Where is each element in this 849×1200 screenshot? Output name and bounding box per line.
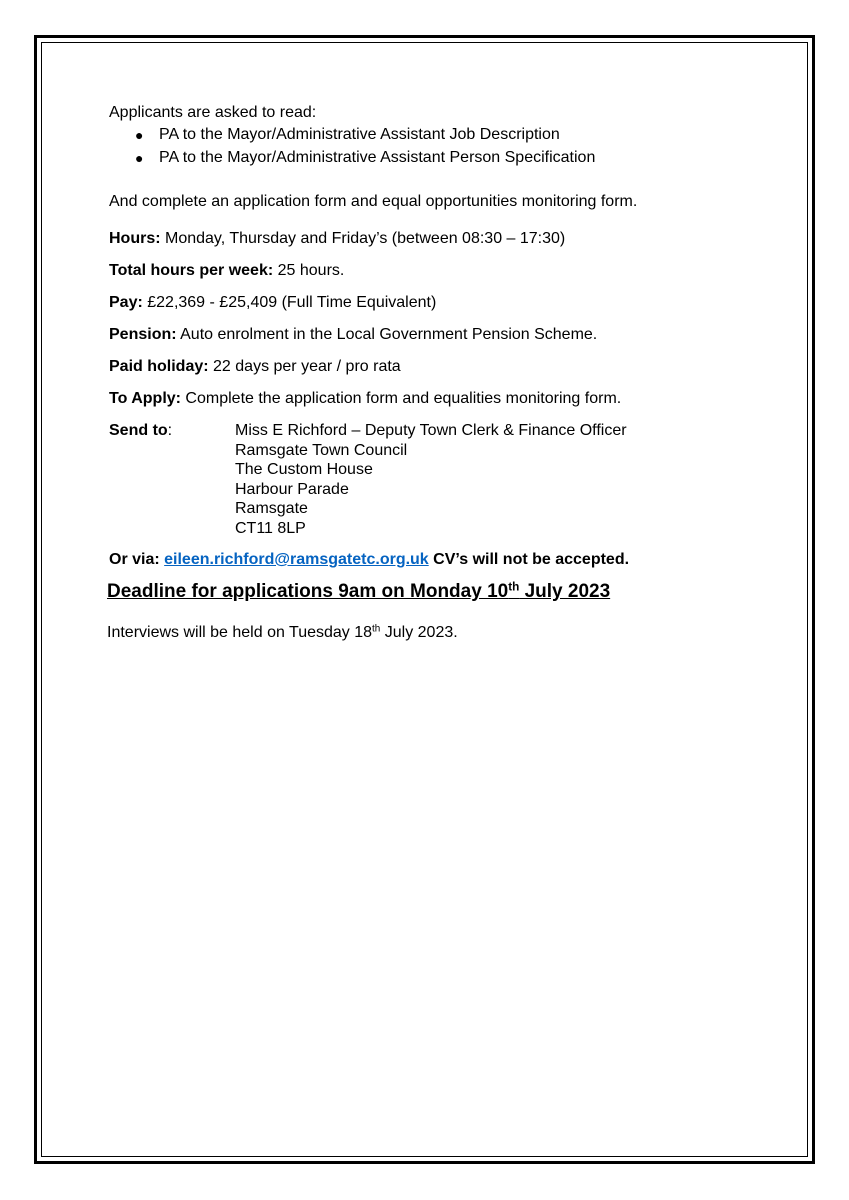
email-link[interactable]: eileen.richford@ramsgatetc.org.uk — [164, 551, 429, 568]
deadline-heading: Deadline for applications 9am on Monday 10th July 2023 — [107, 580, 611, 602]
send-to-label: Send to: — [109, 422, 173, 439]
holiday-value: 22 days per year / pro rata — [208, 358, 401, 375]
address-line: The Custom House — [235, 461, 373, 479]
address-line: Ramsgate — [235, 500, 308, 518]
apply-field — [109, 389, 749, 409]
pension-value: Auto enrolment in the Local Government Pension Scheme. — [176, 326, 598, 343]
postal-address — [235, 421, 627, 539]
address-line: Miss E Richford – Deputy Town Clerk & Finance Officer — [235, 422, 627, 439]
total-hours-value: 25 hours. — [273, 262, 345, 279]
holiday-label: Paid holiday: — [109, 358, 209, 375]
intro-text: Applicants are asked to read: — [109, 104, 317, 121]
required-documents-list — [109, 125, 749, 171]
or-via-line — [109, 550, 749, 570]
or-via-label: Or via: — [109, 551, 165, 568]
cv-note: CV’s will not be accepted. — [428, 551, 630, 568]
total-hours-label: Total hours per week: — [109, 262, 274, 279]
apply-value: Complete the application form and equalities monitoring form. — [180, 390, 622, 407]
document-title: PA to the Mayor/Administrative Assistant Person Specification — [159, 149, 596, 166]
total-hours-field — [109, 261, 749, 281]
bullet-icon: ● — [135, 127, 144, 143]
address-line: Harbour Parade — [235, 480, 349, 498]
list-item — [109, 125, 749, 148]
send-to-block — [109, 421, 749, 541]
hours-field — [109, 229, 749, 249]
list-item — [109, 148, 749, 171]
interviews-text: Interviews will be held on Tuesday 18th July 2023. — [107, 623, 458, 641]
holiday-field — [109, 357, 749, 377]
pension-field — [109, 325, 749, 345]
hours-label: Hours: — [109, 230, 161, 247]
pay-value: £22,369 - £25,409 (Full Time Equivalent) — [142, 294, 437, 311]
pension-label: Pension: — [109, 326, 177, 343]
hours-value: Monday, Thursday and Friday’s (between 08:30 – 17:30) — [160, 230, 566, 247]
pay-field — [109, 293, 749, 313]
address-line: Ramsgate Town Council — [235, 441, 408, 459]
document-body — [109, 103, 749, 570]
bullet-icon: ● — [135, 150, 144, 166]
pay-label: Pay: — [109, 294, 143, 311]
apply-label: To Apply: — [109, 390, 181, 407]
address-line: CT11 8LP — [235, 519, 306, 537]
complete-instruction: And complete an application form and equal opportunities monitoring form. — [109, 193, 638, 210]
document-title: PA to the Mayor/Administrative Assistant Job Description — [159, 126, 560, 143]
